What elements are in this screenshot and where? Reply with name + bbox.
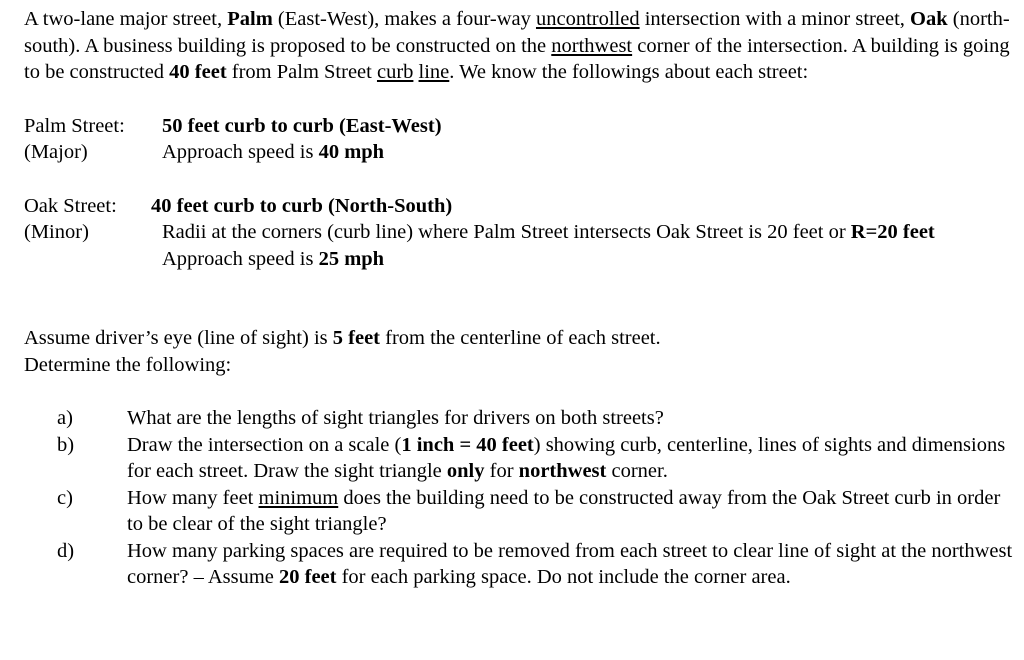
- oak-radii-prefix: Radii at the corners (curb line) where Palm Street intersects Oak Street is 20 feet or: [162, 221, 851, 243]
- uncontrolled-underline: uncontrolled: [535, 8, 640, 30]
- palm-street-name: Palm Street:: [24, 114, 125, 137]
- intro-text: (East-West), makes a four-way: [272, 8, 536, 30]
- oak-speed: [151, 246, 1019, 273]
- qb-text: for: [484, 460, 519, 482]
- minimum-underline: minimum: [258, 486, 339, 509]
- palm-street-type: (Major): [24, 141, 88, 163]
- oak-radii: [151, 219, 1019, 246]
- question-text: [127, 538, 1019, 591]
- oak-speed-value: 25 mph: [318, 247, 385, 270]
- intro-text: from Palm Street: [226, 61, 377, 83]
- question-label: d): [57, 539, 75, 562]
- northwest-bold: northwest: [518, 460, 607, 482]
- palm-width-text: 50 feet curb to curb (East-West): [162, 114, 442, 137]
- qc-text: How many feet: [127, 486, 259, 509]
- determine-line: Determine the following:: [24, 353, 232, 376]
- palm-speed-value: 40 mph: [318, 141, 385, 163]
- question-label: c): [57, 486, 73, 509]
- qc-text: does the building need to be constructed away from the Oak Street curb in order to be clear of the sight triangle?: [127, 486, 1001, 535]
- intro-text: (north-south). A business building is proposed to be constructed on the: [24, 8, 1010, 57]
- assumption-line: [24, 325, 1019, 352]
- oak-street-labels: [24, 193, 151, 273]
- palm-bold: Palm: [227, 8, 273, 30]
- qb-text: corner.: [606, 460, 668, 482]
- palm-street-labels: [24, 113, 162, 166]
- qd-text: for each parking space. Do not include the corner area.: [336, 566, 791, 588]
- assumption-block: [24, 325, 1019, 378]
- intro-text: intersection with a minor street,: [639, 8, 911, 30]
- question-label: b): [57, 433, 75, 456]
- scale-bold: 1 inch = 40 feet: [401, 433, 534, 456]
- palm-street-details: [162, 113, 1019, 166]
- assume-text: Assume driver’s eye (line of sight) is: [24, 327, 333, 349]
- question-b: [24, 432, 1019, 485]
- curb-underline: curb: [376, 61, 414, 83]
- question-text: [127, 432, 1019, 485]
- oak-street-name: Oak Street:: [24, 194, 117, 217]
- oak-street-block: [24, 193, 1019, 273]
- palm-speed: [162, 139, 1019, 166]
- palm-width: [162, 113, 1019, 140]
- oak-width: [151, 193, 1019, 220]
- intro-text: corner of the intersection. A building is going to be constructed: [24, 34, 1010, 83]
- oak-bold: Oak: [910, 8, 948, 30]
- only-bold: only: [446, 460, 485, 482]
- oak-speed-prefix: Approach speed is: [162, 247, 319, 270]
- northwest-underline: northwest: [551, 34, 633, 57]
- assume-text: from the centerline of each street.: [380, 327, 661, 349]
- palm-street-block: [24, 113, 1019, 166]
- intro-text: A two-lane major street,: [24, 8, 228, 30]
- question-d: [24, 538, 1019, 591]
- palm-speed-prefix: Approach speed is: [162, 141, 319, 163]
- eye-offset-bold: 5 feet: [332, 327, 381, 349]
- oak-width-text: 40 feet curb to curb (North-South): [151, 194, 453, 217]
- oak-street-type: (Minor): [24, 221, 89, 243]
- document-page: [24, 6, 1019, 591]
- qb-text: ) showing curb, centerline, lines of sights and dimensions for each street. Draw the sight triangle: [127, 433, 1006, 482]
- oak-street-details: [151, 193, 1019, 273]
- intro-text: . We know the followings about each street:: [449, 61, 809, 83]
- qd-text: How many parking spaces are required to be removed from each street to clear line of sight at the northwest corner? – Assume: [127, 539, 1013, 588]
- question-text: What are the lengths of sight triangles for drivers on both streets?: [127, 407, 664, 429]
- question-list: [24, 405, 1019, 591]
- line-underline: line: [418, 61, 450, 83]
- parking-length-bold: 20 feet: [279, 566, 337, 588]
- intro-paragraph: [24, 6, 1019, 86]
- qb-text: Draw the intersection on a scale (: [127, 433, 402, 456]
- oak-radii-value: R=20 feet: [850, 221, 935, 243]
- question-c: [24, 485, 1019, 538]
- setback-bold: 40 feet: [169, 61, 227, 83]
- question-a: [24, 405, 1019, 432]
- question-text: [127, 485, 1019, 538]
- question-label: a): [57, 407, 73, 429]
